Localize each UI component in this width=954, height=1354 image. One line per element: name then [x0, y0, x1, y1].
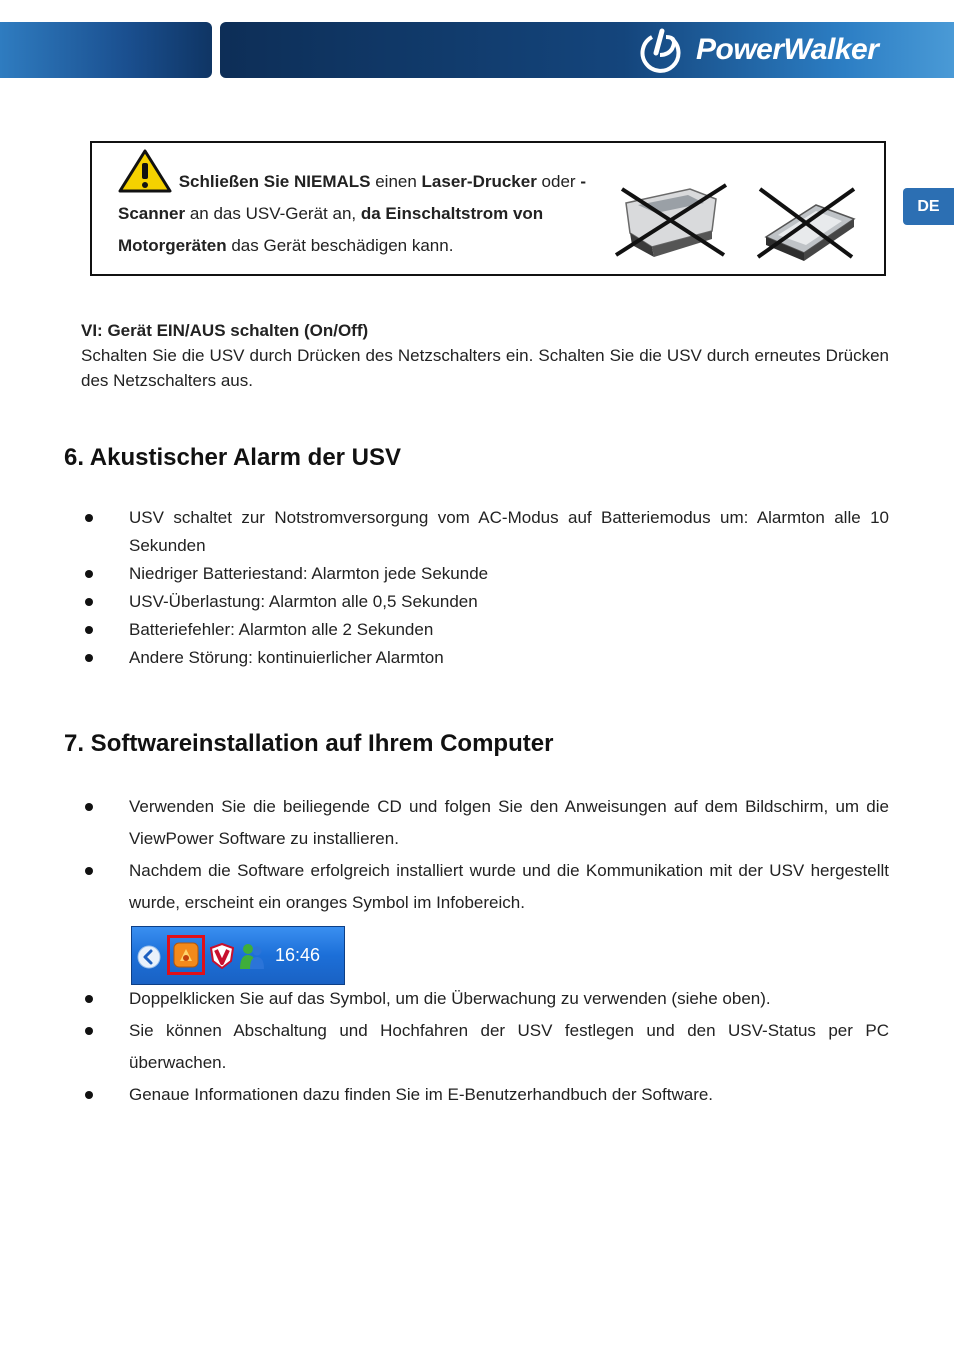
warning-segment: Schließen Sie NIEMALS [174, 172, 371, 191]
warning-text [118, 149, 588, 262]
list-item: USV-Überlastung: Alarmton alle 0,5 Sekunden [81, 588, 889, 616]
onoff-title: VI: Gerät EIN/AUS schalten (On/Off) [81, 321, 369, 340]
scanner-crossed-image [752, 183, 864, 263]
laser-printer-crossed-image [612, 181, 732, 261]
list-item: Sie können Abschaltung und Hochfahren der USV festlegen und den USV-Status per PC überwachen. [81, 1015, 889, 1079]
alarm-list [81, 504, 889, 672]
warning-segment: an das USV-Gerät an, [185, 204, 361, 223]
viewpower-tray-icon[interactable] [172, 941, 200, 969]
language-tab[interactable]: DE [903, 188, 954, 225]
list-item: Verwenden Sie die beiliegende CD und folgen Sie den Anweisungen auf dem Bildschirm, um die ViewPower Software zu installieren. [81, 791, 889, 855]
list-item: Batteriefehler: Alarmton alle 2 Sekunden [81, 616, 889, 644]
list-item: Genaue Informationen dazu finden Sie im E-Benutzerhandbuch der Software. [81, 1079, 889, 1111]
antivirus-shield-icon[interactable] [210, 943, 234, 969]
system-tray-screenshot [131, 926, 345, 985]
onoff-section [81, 318, 889, 393]
warning-segment: -Scanner [118, 172, 586, 223]
list-item: Doppelklicken Sie auf das Symbol, um die Überwachung zu verwenden (siehe oben). [81, 983, 889, 1015]
warning-segment: einen [370, 172, 422, 191]
warning-segment: oder [536, 172, 581, 191]
brand-name: PowerWalker [696, 33, 879, 66]
header-band-left [0, 22, 212, 78]
software-list-after [81, 983, 889, 1111]
onoff-body: Schalten Sie die USV durch Drücken des Netzschalters ein. Schalten Sie die USV durch erneutes Drücken des Netzschalters aus. [81, 346, 889, 390]
warning-segment: das Gerät beschädigen kann. [226, 236, 454, 255]
power-symbol-icon [632, 27, 690, 73]
list-item: Nachdem die Software erfolgreich installiert wurde und die Kommunikation mit der USV hergestellt wurde, erscheint ein oranges Symbol im Infobereich. [81, 855, 889, 919]
list-item: Andere Störung: kontinuierlicher Alarmton [81, 644, 889, 672]
warning-triangle-icon [118, 149, 172, 193]
warning-segment: Laser-Drucker [421, 172, 537, 191]
list-item: Niedriger Batteriestand: Alarmton jede Sekunde [81, 560, 889, 588]
powerwalker-logo [632, 26, 878, 74]
messenger-icon[interactable] [238, 941, 266, 971]
warning-box [90, 141, 886, 276]
chevron-left-icon [137, 945, 161, 969]
software-list-before [81, 791, 889, 919]
alarm-heading: 6. Akustischer Alarm der USV [64, 444, 402, 471]
warning-segment: da Einschaltstrom von Motorgeräten [118, 204, 544, 255]
list-item: USV schaltet zur Notstromversorgung vom AC-Modus auf Batteriemodus um: Alarmton alle 10 Sekunden [81, 504, 889, 560]
tray-clock: 16:46 [275, 945, 321, 965]
software-heading: 7. Softwareinstallation auf Ihrem Computer [64, 730, 554, 757]
